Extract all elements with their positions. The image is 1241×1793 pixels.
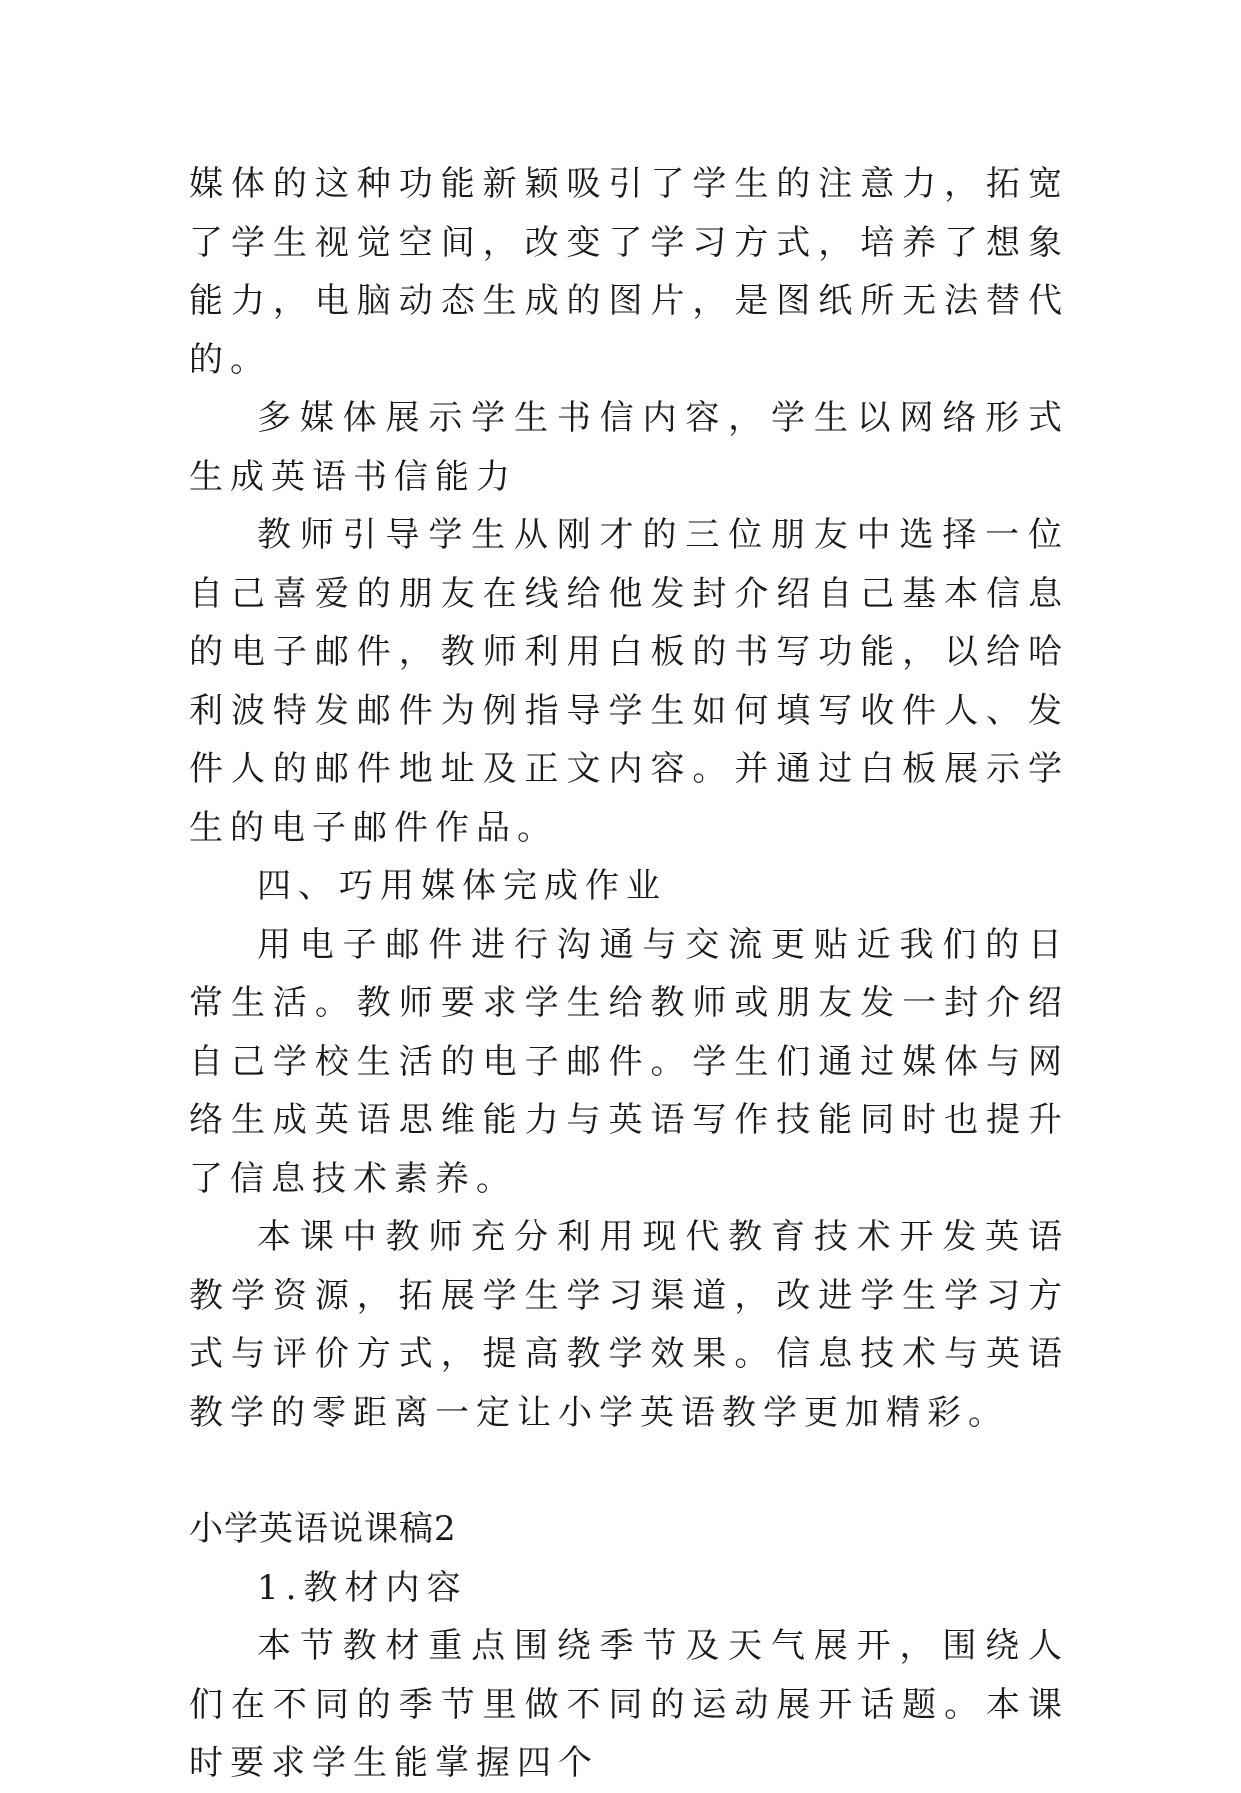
paragraph: 本课中教师充分利用现代教育技术开发英语教学资源，拓展学生学习渠道，改进学生学习方式与评价方式，提高教学效果。信息技术与英语教学的零距离一定让小学英语教学更加精彩。	[189, 1217, 1069, 1433]
paragraph: 教师引导学生从刚才的三位朋友中选择一位自己喜爱的朋友在线给他发封介绍自己基本信息的电子邮件，教师利用白板的书写功能，以给哈利波特发邮件为例指导学生如何填写收件人、发件人的邮件地址及正文内容。并通过白板展示学生的电子邮件作品。	[189, 515, 1069, 848]
paragraph: 本节教材重点围绕季节及天气展开，围绕人们在不同的季节里做不同的运动展开话题。本课时要求学生能掌握四个	[189, 1626, 1069, 1783]
subheading: 1.教材内容	[257, 1567, 468, 1608]
document-body	[189, 155, 1069, 1793]
document-section-title: 小学英语说课稿2	[189, 1509, 457, 1549]
section-heading: 四、巧用媒体完成作业	[257, 866, 667, 906]
paragraph: 媒体的这种功能新颖吸引了学生的注意力，拓宽了学生视觉空间，改变了学习方式，培养了想象能力，电脑动态生成的图片，是图纸所无法替代的。	[189, 164, 1069, 380]
paragraph: 用电子邮件进行沟通与交流更贴近我们的日常生活。教师要求学生给教师或朋友发一封介绍自己学校生活的电子邮件。学生们通过媒体与网络生成英语思维能力与英语写作技能同时也提升了信息技术素养。	[189, 924, 1069, 1199]
paragraph: 多媒体展示学生书信内容，学生以网络形式生成英语书信能力	[189, 398, 1069, 497]
